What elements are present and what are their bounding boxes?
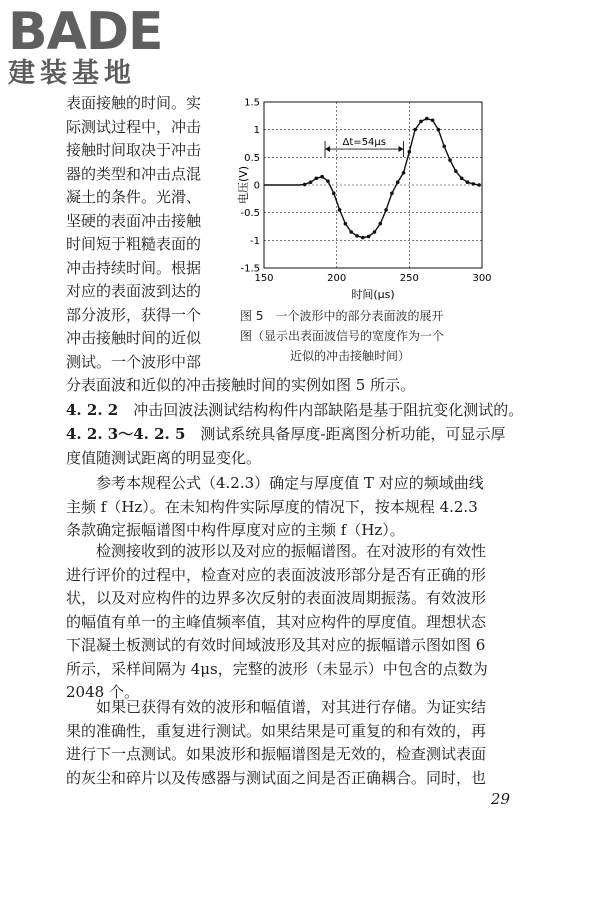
- x-tick-label: 200: [327, 273, 347, 284]
- data-point: [448, 158, 452, 162]
- x-tick-label: 150: [254, 273, 274, 284]
- caption-line: 图（显示出表面波信号的宽度作为一个: [240, 329, 445, 343]
- data-point: [378, 222, 382, 226]
- caption-line: 近似的冲击接触时间）: [290, 349, 411, 363]
- text-line: 状，以及对应构件的边界多次反射的表面波周期振荡。有效波形: [66, 589, 487, 607]
- text-line: 部分波形，获得一个: [66, 305, 202, 324]
- text-line: 参考本规程公式（4.2.3）确定与厚度值 T 对应的频域曲线: [96, 474, 484, 492]
- text-line: 器的类型和冲击点混: [66, 164, 202, 183]
- data-point: [431, 118, 435, 122]
- text-line: 2048 个。: [66, 683, 139, 701]
- text-line: 接触时间取决于冲击: [66, 141, 202, 159]
- text-line: 冲击持续时间。根据: [66, 258, 202, 277]
- y-tick-label: -1: [250, 235, 260, 247]
- y-tick-label: 1.5: [244, 97, 260, 109]
- paragraph-end: [66, 374, 536, 398]
- text-line: 坚硬的表面冲击接触: [66, 211, 202, 230]
- text-line: 进行下一点测试。如果波形和振幅谱图是无效的，检查测试表面: [66, 745, 487, 763]
- data-point: [437, 128, 441, 132]
- data-point: [320, 175, 324, 179]
- y-tick-label: -0.5: [240, 208, 260, 220]
- data-point: [303, 183, 307, 187]
- text-line: 条款确定振幅谱图中构件厚度对应的主频 f（Hz）。: [66, 521, 405, 539]
- text-line: 际测试过程中，冲击: [66, 117, 202, 136]
- logo-subtitle: 建装基地: [8, 58, 136, 89]
- data-point: [309, 180, 313, 184]
- text-line: 所示，采样间隔为 4μs，完整的波形（未显示）中包含的点数为: [66, 659, 488, 678]
- data-point: [442, 144, 446, 148]
- text-line: 的幅值有单一的主峰值频率值，其对应构件的厚度值。理想状态: [66, 612, 487, 631]
- data-point: [471, 182, 475, 186]
- text-line: 度值随测试距离的明显变化。: [66, 448, 262, 467]
- paragraph-validation: [66, 696, 536, 790]
- y-tick-label: 1: [253, 125, 260, 137]
- text-line: 凝土的条件。光滑、: [66, 188, 202, 206]
- y-tick-label: -1.5: [240, 263, 260, 275]
- data-point: [477, 183, 481, 187]
- text-line: 的灰尘和碎片以及传感器与测试面之间是否正确耦合。同时，也: [66, 768, 487, 787]
- data-point: [384, 208, 388, 212]
- text-line: 主频 f（Hz）。在未知构件实际厚度的情况下，按本规程 4.2.3: [66, 497, 478, 516]
- text-line: 下混凝土板测试的有效时间域波形及其对应的振幅谱示图如图 6: [66, 636, 486, 654]
- text-line: 冲击接触时间的近似: [66, 329, 202, 347]
- data-point: [413, 128, 417, 132]
- data-point: [326, 179, 330, 183]
- waveform-markers: [303, 117, 481, 240]
- data-point: [390, 192, 394, 196]
- y-tick-label: 0.5: [244, 152, 260, 164]
- logo: [8, 4, 163, 90]
- data-point: [402, 171, 406, 175]
- paragraph-detection: [66, 540, 536, 705]
- data-point: [349, 230, 353, 234]
- text-line: 对应的表面波到达的: [66, 282, 202, 300]
- text-line: 表面接触的时间。实: [66, 94, 202, 112]
- data-point: [466, 180, 470, 184]
- text-line: 果的准确性，重复进行测试。如果结果是可重复的和有效的，再: [66, 721, 487, 740]
- data-point: [344, 222, 348, 226]
- y-tick-label: 0: [253, 180, 260, 192]
- text-line: 分表面波和近似的冲击接触时间的实例如图 5 所示。: [66, 376, 416, 394]
- arrowhead: [325, 146, 330, 152]
- data-point: [408, 150, 412, 154]
- data-point: [355, 234, 359, 238]
- data-point: [425, 117, 429, 121]
- data-point: [332, 192, 336, 196]
- wrapped-paragraph: [66, 92, 242, 374]
- section-4-2-3: [66, 423, 536, 470]
- chart-ticks: [240, 98, 491, 285]
- paragraph-reference: [66, 472, 536, 543]
- section-number: 4. 2. 3～4. 2. 5: [66, 425, 186, 443]
- section-4-2-2: [66, 399, 536, 423]
- text-line: 测试。一个波形中部: [66, 352, 202, 371]
- page-number: 29: [490, 790, 510, 808]
- data-point: [338, 208, 342, 212]
- waveform-chart: [236, 90, 496, 304]
- annotation-label: Δt=54μs: [342, 137, 386, 149]
- data-point: [396, 180, 400, 184]
- text-line: 时间短于粗糙表面的: [66, 235, 202, 253]
- data-point: [460, 177, 464, 181]
- x-tick-label: 250: [399, 273, 419, 284]
- section-text: 测试系统具备厚度-距离图分析功能，可显示厚: [200, 425, 506, 443]
- section-number: 4. 2. 2: [66, 401, 119, 419]
- data-point: [367, 235, 371, 239]
- data-point: [454, 169, 458, 173]
- data-point: [419, 120, 423, 124]
- x-tick-label: 300: [472, 273, 492, 284]
- text-line: 进行评价的过程中，检查对应的表面波波形部分是否有正确的形: [66, 565, 487, 584]
- data-point: [361, 236, 365, 240]
- text-line: 检测接收到的波形以及对应的振幅谱图。在对波形的有效性: [96, 542, 487, 560]
- data-point: [315, 177, 319, 181]
- text-line: 如果已获得有效的波形和幅值谱，对其进行存储。为证实结: [96, 698, 487, 716]
- logo-wordmark: BADE: [8, 2, 163, 62]
- figure-caption: [240, 306, 502, 366]
- x-axis-label: 时间(μs): [351, 288, 395, 301]
- section-text: 冲击回波法测试结构构件内部缺陷是基于阻抗变化测试的。: [133, 401, 524, 419]
- y-axis-label: 电压(V): [237, 165, 250, 205]
- arrowhead: [399, 146, 404, 152]
- caption-line: 图 5 一个波形中的部分表面波的展开: [240, 309, 444, 323]
- data-point: [373, 230, 377, 234]
